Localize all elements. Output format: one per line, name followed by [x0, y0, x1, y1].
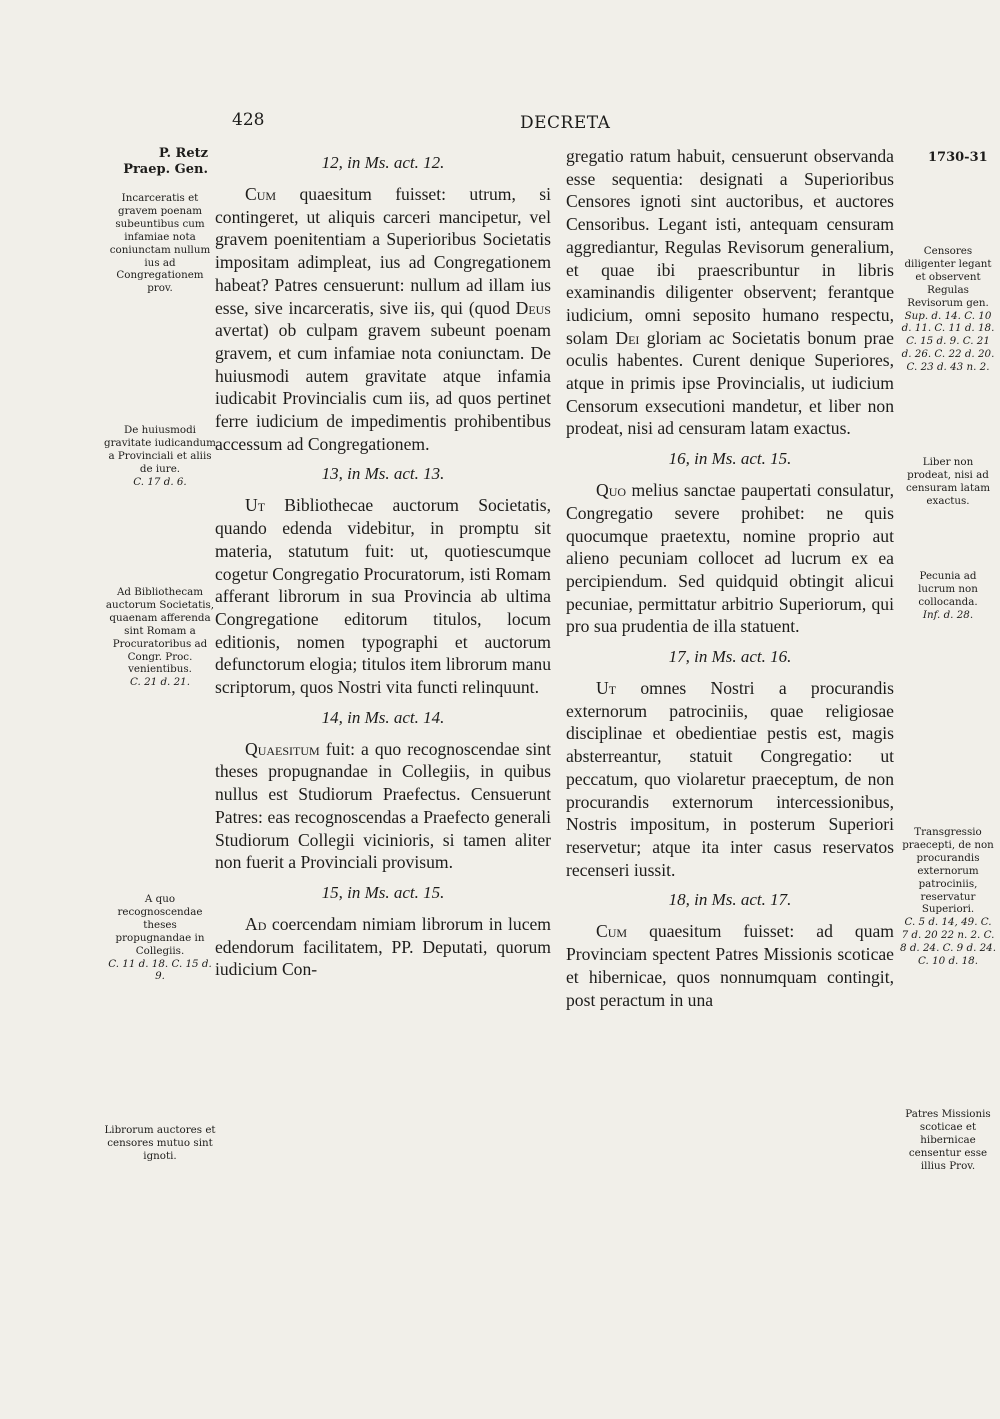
paragraph-smallcaps: Deus	[515, 297, 551, 318]
decree-heading: 12, in Ms. act. 12.	[321, 153, 445, 172]
margin-note-text: Pecunia ad lucrum non collocanda.	[918, 570, 978, 608]
decree-heading: 16, in Ms. act. 15.	[668, 449, 792, 469]
margin-note	[104, 586, 216, 689]
decree-paragraph	[215, 494, 551, 698]
margin-note	[900, 1108, 996, 1173]
margin-note-text: Incarceratis et gravem poenam subeuntibus cum infamiae nota coniunctam nullum ius ad Congregationem prov.	[109, 192, 211, 295]
decree-heading: 15, in Ms. act. 15.	[321, 882, 445, 902]
paragraph-text: fuit: a quo recognoscendae sint theses propugnandae in Collegiis, in quibus nullus est Studiorum Praefectus. Censuerunt Patres: eas recognoscendas a Praefecto generali Studiorum Collegii vicinioris, si tamen aliter non fuerit a Provinciali provisum.	[215, 738, 551, 873]
dropcap: Cum	[245, 184, 277, 204]
margin-note-reference: C. 11 d. 18. C. 15 d. 9.	[108, 957, 212, 983]
margin-note	[104, 893, 216, 983]
decree-heading: 17, in Ms. act. 16.	[668, 647, 792, 667]
dropcap: Cum	[596, 921, 628, 942]
dropcap: Quo	[596, 480, 627, 501]
margin-note-reference: C. 21 d. 21.	[130, 676, 190, 689]
left-text-column	[215, 153, 551, 981]
margin-note-text: Liber non prodeat, nisi ad censuram latam exactus.	[906, 456, 990, 507]
margin-note	[104, 192, 216, 295]
margin-note-reference: Sup. d. 14. C. 10 d. 11. C. 11 d. 18. C. 15 d. 9. C. 21 d. 26. C. 22 d. 20. C. 23 d. 43 n. 2.	[901, 309, 995, 374]
decree-paragraph	[215, 183, 551, 455]
decree-paragraph	[566, 920, 894, 1011]
decree-paragraph	[215, 913, 551, 981]
margin-note	[900, 570, 996, 622]
author-name: P. Retz	[158, 146, 208, 161]
paragraph-text: avertat) ob culpam gravem subeunt poenam gravem, et cum infamiae nota coniunctam. De huiusmodi autem gravitate atque infamia iudicabit Provincialis cum iis, ad quos pertinet ferre iudicium de impedimentis prohibentibus accessum ad Congregationem.	[215, 320, 551, 454]
margin-note-text: Librorum auctores et censores mutuo sint ignoti.	[104, 1124, 216, 1162]
margin-note	[104, 424, 216, 489]
margin-note	[104, 1124, 216, 1163]
right-text-column	[566, 145, 894, 1011]
margin-note-text: De huiusmodi gravitate iudicandum a Provinciali et aliis de iure.	[104, 424, 216, 475]
paragraph-text: Bibliothecae auctorum Societatis, quando edenda videbitur, in promptu sit materia, statutum fuit: ut, quotiescumque cogetur Congregatio Procuratorum, isti Romam afferant librorum in sua Provincia ab ultima Congregatione editorum titulos, locum editionis, nomen typographi et auctorum defunctorum elogia; titulos item librorum manu scriptorum, quos Nostri vita functi relinquunt.	[215, 495, 551, 698]
margin-note-reference: C. 5 d. 14, 49. C. 7 d. 20 22 n. 2. C. 8 d. 24. C. 9 d. 24. C. 10 d. 18.	[900, 916, 997, 968]
margin-note	[900, 456, 996, 508]
paragraph-text: quaesitum fuisset: utrum, si contingeret, ut aliquis carceri mancipetur, vel gravem poenitentiam a Superioribus Societatis impositam adimpleat, ius ad Congregationem habeat? Patres censuerunt: nullum ad illam ius esse, sive incarceratis, sive iis, qui (quod	[215, 184, 551, 318]
paragraph-text: quaesitum fuisset: ad quam Provinciam spectent Patres Missionis scoticae et hibernicae, quos nonnumquam contingit, post peractum in una	[566, 921, 894, 1010]
dropcap: Ut	[596, 678, 617, 699]
margin-note-text: Ad Bibliothecam auctorum Societatis, quaenam afferenda sint Romam a Procuratoribus ad Congr. Proc. venientibus.	[105, 586, 215, 676]
paragraph-text: melius sanctae paupertati consulatur, Congregatio severe prohibet: ne quis quocumque praetextu, nomine proprio aut alieno pecuniam collocet ad lucrum ex ea percipiendum. Sed quidquid obtingit alicui pecuniae, permittatur arbitrio Superiorum, qui pro sua prudentia de illa statuent.	[566, 480, 894, 637]
continued-paragraph	[566, 145, 894, 440]
margin-note-text: Patres Missionis scoticae et hibernicae censentur esse illius Prov.	[905, 1108, 991, 1172]
paragraph-text: gregatio ratum habuit, censuerunt observanda esse sequentia: designati a Superioribus Censores ignoti sint auctoribus, et auctores Censoribus. Legant isti, antequam censuram aggrediantur, Regulas Revisorum generalium, et quae ibi praescribuntur in libris examinandis diligenter observent; ferantque iudicium, omni seposito humano respectu, solam	[566, 146, 894, 348]
author-office: Praep. Gen.	[123, 162, 208, 177]
margin-note-text: A quo recognoscendae theses propugnandae in Collegiis.	[115, 893, 205, 957]
author-heading	[118, 146, 208, 178]
decree-paragraph	[566, 479, 894, 638]
dropcap: Ut	[245, 495, 266, 516]
paragraph-text: coercendam nimiam librorum in lucem edendorum facilitatem, PP. Deputati, quorum iudicium Con-	[215, 913, 551, 980]
margin-note	[900, 245, 996, 374]
paragraph-text: gloriam ac Societatis bonum prae oculis habentes. Curent denique Superiores, atque in primis ipse Provincialis, ut iudicium Censorum exsecutioni mandetur, et liber non prodeat, nisi ad censuram latam exactus.	[566, 327, 894, 439]
decree-heading: 14, in Ms. act. 14.	[321, 707, 445, 727]
margin-note-reference: Inf. d. 28.	[922, 608, 974, 621]
decree-paragraph	[215, 738, 551, 874]
dropcap: Ad	[245, 913, 267, 934]
running-title: DECRETA	[520, 113, 611, 133]
margin-note-text: Transgressio praecepti, de non procurandis externorum patrociniis, reservatur Superiori.	[902, 826, 994, 916]
dropcap: Quaesitum	[245, 738, 320, 759]
margin-note-reference: C. 17 d. 6.	[133, 475, 187, 488]
decree-paragraph	[566, 677, 894, 881]
year-heading: 1730-31	[928, 150, 988, 165]
page-number: 428	[232, 110, 265, 130]
paragraph-smallcaps: Dei	[615, 327, 640, 348]
decree-heading: 13, in Ms. act. 13.	[321, 464, 445, 484]
decree-heading: 18, in Ms. act. 17.	[668, 890, 792, 910]
margin-note	[900, 826, 996, 968]
paragraph-text: omnes Nostri a procurandis externorum patrociniis, quae religiosae disciplinae et obedientiae pestis est, magis absterreantur, statuit Congregatio: ut peccatum, quo violaretur praeceptum, de non procurandis externorum intercessionibus, Nostris impositum, in posterum Superiori reservetur; atque ita inter casus reservatos recenseri iussit.	[566, 678, 894, 880]
margin-note-text: Censores diligenter legant et observent Regulas Revisorum gen.	[904, 245, 992, 309]
